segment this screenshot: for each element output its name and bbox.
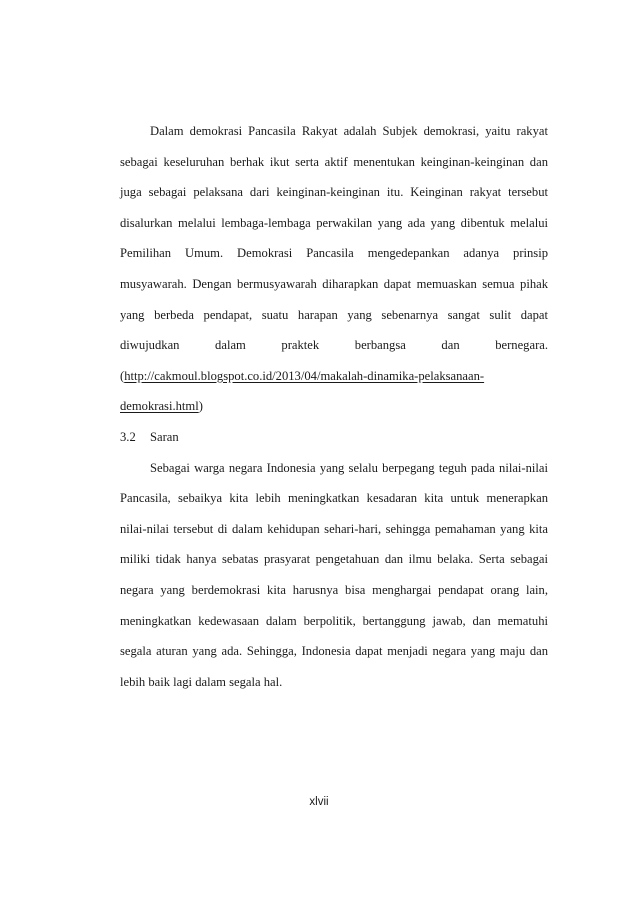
section-title: Saran [150, 429, 179, 444]
page-number: xlvii [309, 796, 329, 808]
paragraph-line: lebih baik lagi dalam segala hal. [120, 674, 283, 689]
citation-line [120, 361, 548, 392]
paragraph-line: diwujudkan dalam praktek berbangsa dan bernegara. [120, 338, 548, 353]
citation-line [120, 391, 548, 422]
citation-link[interactable]: http://cakmoul.blogspot.co.id/2013/04/makalah-dinamika-pelaksanaan- [124, 368, 485, 383]
paragraph-line: Pancasila, sebaikya kita lebih meningkatkan kesadaran kita untuk menerapkan [120, 491, 548, 506]
paragraph-line: Pemilihan Umum. Demokrasi Pancasila mengedepankan adanya prinsip [120, 246, 548, 261]
paragraph-line: Sebagai warga negara Indonesia yang selalu berpegang teguh pada nilai-nilai [150, 460, 548, 475]
paragraph-line: segala aturan yang ada. Sehingga, Indonesia dapat menjadi negara yang maju dan [120, 644, 548, 659]
section-number: 3.2 [120, 429, 136, 444]
paragraph-line: yang berbeda pendapat, suatu harapan yang sebenarnya sangat sulit dapat [120, 307, 548, 322]
paragraph-line: negara yang berdemokrasi kita harusnya bisa menghargai pendapat orang lain, [120, 582, 548, 597]
citation-close-paren: ) [198, 399, 203, 414]
section-heading [120, 422, 548, 453]
citation-link-continued[interactable]: demokrasi.html [120, 399, 199, 414]
citation-open-paren: ( [120, 368, 125, 383]
paragraph-line: musyawarah. Dengan bermusyawarah diharapkan dapat memuaskan semua pihak [120, 276, 548, 291]
paragraph-line: disalurkan melalui lembaga-lembaga perwakilan yang ada yang dibentuk melalui [120, 215, 548, 230]
paragraph-saran [120, 453, 548, 698]
paragraph-democracy [120, 116, 548, 422]
paragraph-line: nilai-nilai tersebut di dalam kehidupan sehari-hari, sehingga pemahaman yang kita [120, 521, 548, 536]
paragraph-line: Dalam demokrasi Pancasila Rakyat adalah Subjek demokrasi, yaitu rakyat [150, 124, 548, 138]
paragraph-line: miliki tidak hanya sebatas prasyarat pengetahuan dan ilmu belaka. Serta sebagai [120, 552, 548, 567]
paragraph-line: meningkatkan kedewasaan dalam berpolitik, bertanggung jawab, dan mematuhi [120, 613, 548, 628]
page-content [120, 116, 548, 697]
paragraph-line: juga sebagai pelaksana dari keinginan-keinginan itu. Keinginan rakyat tersebut [120, 185, 548, 200]
paragraph-line: sebagai keseluruhan berhak ikut serta aktif menentukan keinginan-keinginan dan [120, 154, 548, 169]
